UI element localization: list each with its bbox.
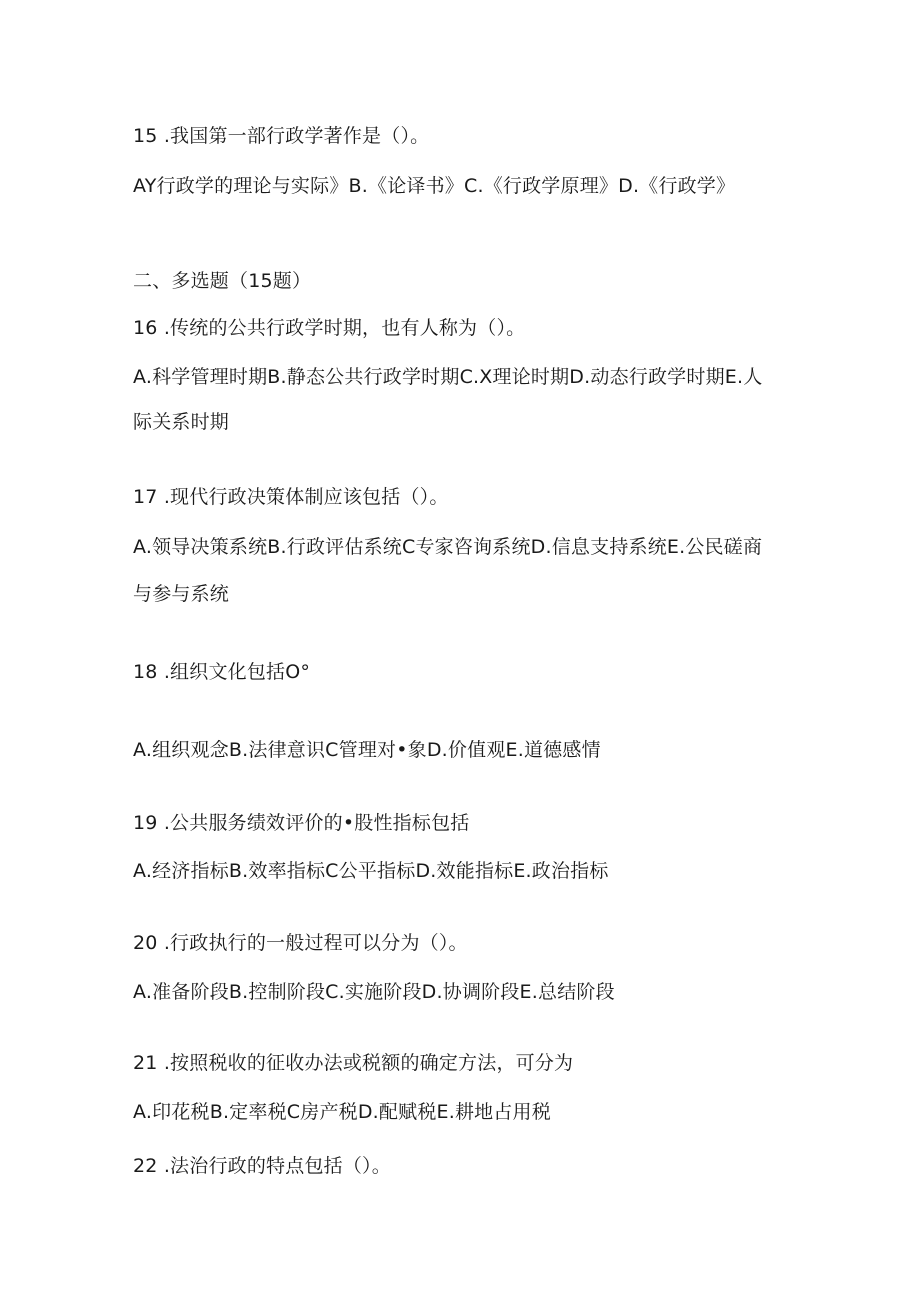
- question-16-options-line2: 际关系时期: [133, 411, 230, 433]
- question-16-stem: 16 .传统的公共行政学时期，也有人称为（）。: [133, 317, 526, 339]
- question-17-options-line1: A.领导决策系统B.行政评估系统C专家咨询系统D.信息支持系统E.公民磋商: [133, 536, 763, 558]
- question-20-options: A.准备阶段B.控制阶段C.实施阶段D.协调阶段E.总结阶段: [133, 981, 615, 1003]
- question-20-stem: 20 .行政执行的一般过程可以分为（）。: [133, 932, 468, 954]
- question-16-options-line1: A.科学管理时期B.静态公共行政学时期C.X理论时期D.动态行政学时期E.人: [133, 366, 763, 388]
- question-19-options: A.经济指标B.效率指标C公平指标D.效能指标E.政治指标: [133, 860, 609, 882]
- question-17-stem: 17 .现代行政决策体制应该包括（）。: [133, 486, 449, 508]
- question-21-stem: 21 .按照税收的征收办法或税额的确定方法，可分为: [133, 1052, 574, 1074]
- question-18-options: A.组织观念B.法律意识C管理对•象D.价值观E.道德感情: [133, 739, 601, 761]
- question-19-stem: 19 .公共服务绩效评价的•股性指标包括: [133, 812, 470, 834]
- question-17-options-line2: 与参与系统: [133, 583, 230, 605]
- question-15-stem: 15 .我国第一部行政学著作是（）。: [133, 125, 430, 147]
- section-heading: 二、多选题（15题）: [133, 270, 312, 292]
- question-15-options: AY行政学的理论与实际》B.《论译书》C.《行政学原理》D.《行政学》: [133, 175, 736, 197]
- question-22-stem: 22 .法治行政的特点包括（）。: [133, 1155, 391, 1177]
- question-21-options: A.印花税B.定率税C房产税D.配赋税E.耕地占用税: [133, 1101, 551, 1123]
- question-18-stem: 18 .组织文化包括O°: [133, 661, 311, 683]
